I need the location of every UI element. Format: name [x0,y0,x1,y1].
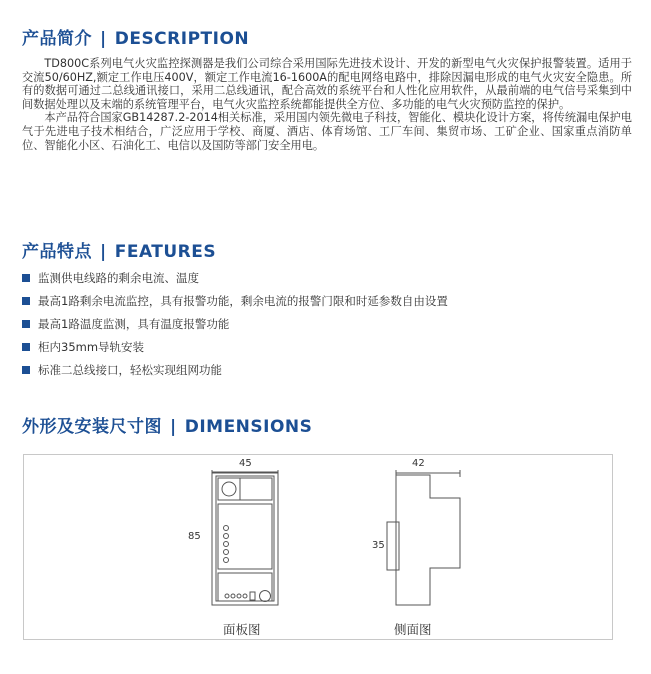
front-width-label: 45 [239,458,252,469]
feature-text: 柜内35mm导轨安装 [38,340,145,354]
dimensions-title-en: DIMENSIONS [184,417,313,437]
feature-text: 最高1路温度监测，具有温度报警功能 [38,317,230,331]
description-paragraph: 本产品符合国家GB14287.2-2014相关标准，采用国内领先微电子科技，智能化、模块化设计方案，将传统漏电保护电气于先进电子技术相结合，广泛应用于学校、商厦、酒店、体育场馆、工厂车间、集贸市场、工矿企业、国家重点消防单位、智能化小区、石油化工、电信以及国防等部门安全用电。 [22,111,632,152]
led-indicator-icon [224,558,229,563]
feature-item [22,293,448,309]
features-title-cn: 产品特点 [22,242,92,262]
led-indicator-icon [224,526,229,531]
front-body-outline [212,472,278,605]
front-top-knob-icon [222,482,236,496]
description-body [22,57,632,152]
features-title-en: FEATURES [114,242,217,262]
terminal-screw-icon [237,594,241,598]
feature-text: 最高1路剩余电流监控，具有报警功能，剩余电流的报警门限和时延参数自由设置 [38,294,448,308]
feature-text: 标准二总线接口，轻松实现组网功能 [38,363,222,377]
side-width-label: 42 [412,458,425,469]
led-indicator-icon [224,550,229,555]
side-view-drawing [387,470,460,605]
description-heading [22,24,249,49]
feature-item [22,316,448,332]
side-rail-label: 35 [372,540,385,551]
front-height-label: 85 [188,531,201,542]
heading-separator: | [170,417,177,437]
front-bottom-knob-icon [260,591,271,602]
terminal-screw-icon [243,594,247,598]
feature-item [22,270,448,286]
features-heading [22,237,216,262]
features-list [22,270,448,385]
side-profile-outline [396,475,460,605]
terminal-screw-icon [231,594,235,598]
dimensions-title-cn: 外形及安装尺寸图 [22,417,162,437]
front-view-drawing [212,470,278,605]
heading-separator: | [100,242,107,262]
square-bullet-icon [22,320,30,328]
feature-text: 监测供电线路的剩余电流、温度 [38,271,199,285]
feature-item [22,362,448,378]
front-top-compartment [218,478,272,500]
square-bullet-icon [22,274,30,282]
description-paragraph: TD800C系列电气火灾监控探测器是我们公司综合采用国际先进技术设计、开发的新型电气火灾保护报警装置。适用于交流50/60HZ,额定工作电压400V，额定工作电流16-1600A的配电网络电路中，排除因漏电形成的电气火灾安全隐患。所有的数据可通过二总线通讯接口，采用二总线通讯，配合高效的系统平台和人性化应用软件，从最前端的电气信号采集到中间数据处理以及末端的系统管理平台，电气火灾监控系统都能提供全方位、多功能的电气火灾预防监控的保护。 [22,57,632,111]
dimension-drawings [24,455,614,641]
led-indicator-icon [224,542,229,547]
description-title-cn: 产品简介 [22,29,92,49]
terminal-screw-icon [225,594,229,598]
led-indicator-icon [224,534,229,539]
front-bottom-terminal-area [218,573,272,601]
square-bullet-icon [22,366,30,374]
dimension-drawing-panel [23,454,613,640]
description-title-en: DESCRIPTION [114,29,250,49]
front-middle-panel [218,504,272,569]
heading-separator: | [100,29,107,49]
terminal-port-icon [250,592,255,600]
feature-item [22,339,448,355]
din-rail-clip [387,522,399,570]
square-bullet-icon [22,297,30,305]
front-view-caption: 面板图 [223,622,261,637]
square-bullet-icon [22,343,30,351]
side-view-caption: 侧面图 [394,622,432,637]
dimensions-heading [22,412,312,437]
